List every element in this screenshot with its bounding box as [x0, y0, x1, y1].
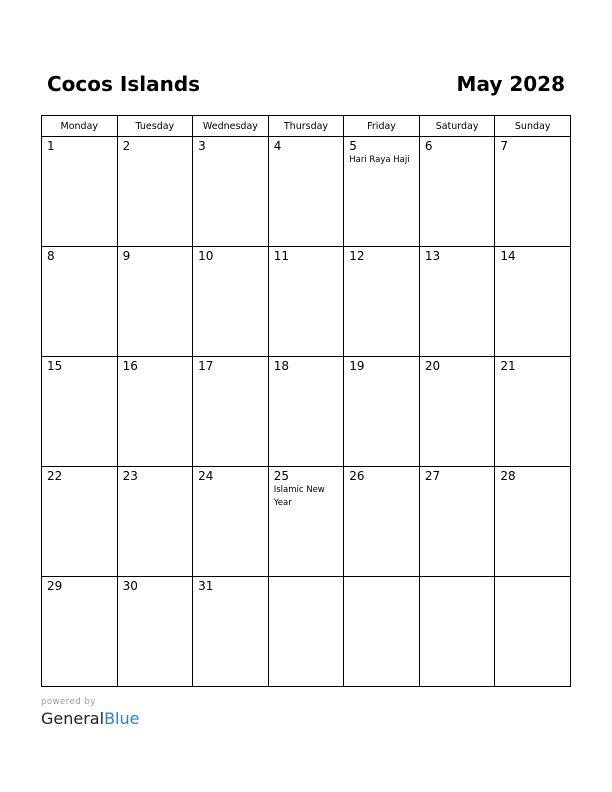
day-cell [117, 357, 193, 467]
week-row [42, 247, 571, 357]
day-number: 24 [198, 469, 214, 483]
day-cell [117, 467, 193, 577]
weekday-header: Thursday [268, 116, 344, 137]
logo-general-text: General [41, 709, 105, 728]
day-cell [495, 357, 571, 467]
empty-day-cell [495, 577, 571, 687]
day-number: 17 [198, 359, 214, 373]
logo-blue-text: Blue [104, 709, 140, 728]
day-cell [193, 467, 269, 577]
day-cell [42, 577, 118, 687]
weekday-header: Wednesday [193, 116, 269, 137]
day-number: 28 [500, 469, 516, 483]
day-number: 16 [122, 359, 138, 373]
day-cell [419, 137, 495, 247]
day-number: 15 [47, 359, 63, 373]
weekday-header: Tuesday [117, 116, 193, 137]
day-number: 25 [273, 469, 289, 483]
day-cell [495, 247, 571, 357]
empty-day-cell [268, 577, 344, 687]
day-cell [268, 247, 344, 357]
holiday-label: Hari Raya Haji [349, 155, 410, 165]
day-number: 3 [198, 139, 206, 153]
day-number: 27 [424, 469, 441, 483]
day-cell [193, 577, 269, 687]
day-cell [419, 467, 495, 577]
day-number: 22 [47, 469, 63, 483]
day-cell [117, 247, 193, 357]
day-cell [42, 247, 118, 357]
day-cell [268, 137, 344, 247]
brand-footer [41, 697, 139, 729]
day-cell [344, 357, 420, 467]
day-cell [495, 137, 571, 247]
weekday-header: Saturday [419, 116, 495, 137]
week-row [42, 577, 571, 687]
day-cell [117, 577, 193, 687]
day-number: 21 [500, 359, 516, 373]
weekday-header: Monday [42, 116, 118, 137]
week-row [42, 357, 571, 467]
week-row [42, 467, 571, 577]
day-cell [117, 137, 193, 247]
day-number: 4 [273, 139, 282, 153]
day-number: 5 [349, 139, 357, 153]
day-number: 23 [122, 469, 138, 483]
day-number: 1 [47, 139, 55, 153]
generalblue-logo [41, 709, 139, 729]
day-cell [419, 247, 495, 357]
day-cell [193, 357, 269, 467]
day-cell [344, 137, 420, 247]
day-cell [344, 467, 420, 577]
empty-day-cell [344, 577, 420, 687]
day-cell [344, 247, 420, 357]
day-cell [193, 247, 269, 357]
day-number: 6 [424, 139, 433, 153]
powered-by-label: powered by [41, 697, 96, 707]
weekday-header: Sunday [495, 116, 571, 137]
day-cell [42, 467, 118, 577]
day-cell [42, 357, 118, 467]
calendar-grid [41, 115, 571, 687]
day-cell [268, 357, 344, 467]
region-title: Cocos Islands [47, 72, 201, 96]
day-number: 14 [500, 249, 516, 263]
day-number: 13 [424, 249, 441, 263]
day-number: 19 [349, 359, 365, 373]
day-number: 11 [273, 249, 289, 263]
day-number: 9 [122, 249, 131, 263]
day-number: 18 [273, 359, 289, 373]
day-cell [193, 137, 269, 247]
day-number: 29 [47, 579, 63, 593]
day-number: 26 [349, 469, 365, 483]
day-number: 30 [122, 579, 138, 593]
day-number: 12 [349, 249, 365, 263]
day-cell [268, 467, 344, 577]
weekday-header-row [42, 116, 571, 137]
day-cell [419, 357, 495, 467]
empty-day-cell [419, 577, 495, 687]
holiday-label: Islamic New Year [273, 485, 325, 508]
day-number: 10 [198, 249, 214, 263]
weekday-header: Friday [344, 116, 420, 137]
day-number: 7 [500, 139, 509, 153]
day-cell [495, 467, 571, 577]
day-cell [42, 137, 118, 247]
week-row [42, 137, 571, 247]
day-number: 20 [424, 359, 441, 373]
day-number: 31 [198, 579, 214, 593]
day-number: 2 [122, 139, 131, 153]
month-year-title: May 2028 [456, 72, 565, 96]
day-number: 8 [47, 249, 55, 263]
